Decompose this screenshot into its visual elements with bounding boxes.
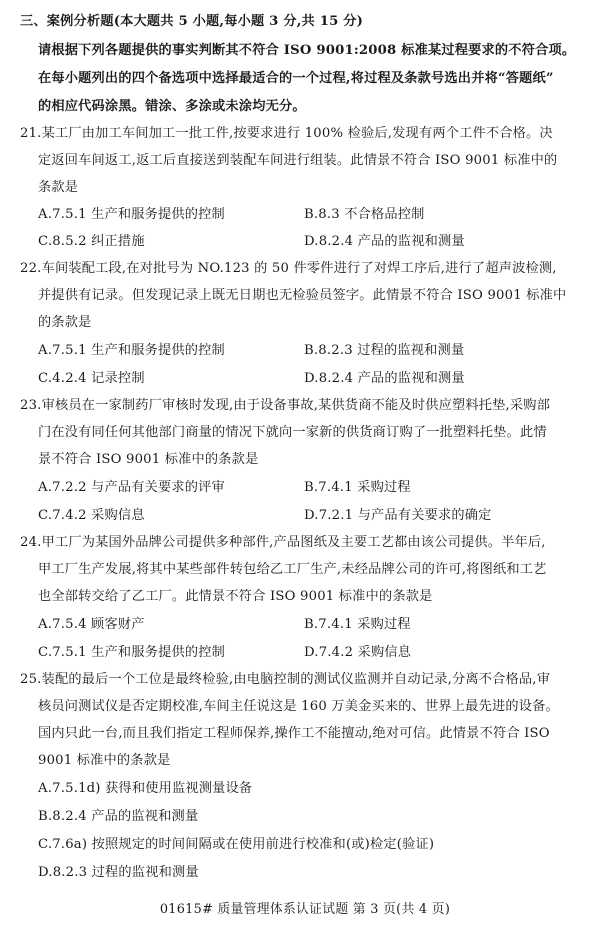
question-23-option-a: A.7.2.2 与产品有关要求的评审 <box>38 480 225 495</box>
question-22-option-d: D.8.2.4 产品的监视和测量 <box>304 371 465 386</box>
question-25-stem: 9001 标准中的条款是 <box>38 753 171 768</box>
question-24-stem: 甲工厂生产发展,将其中某些部件转包给乙工厂生产,未经品牌公司的许可,将图纸和工艺 <box>38 562 547 577</box>
question-24-option-d: D.7.4.2 采购信息 <box>304 645 412 660</box>
question-25-option-c: C.7.6a) 按照规定的时间间隔或在使用前进行校准和(或)检定(验证) <box>38 837 435 852</box>
question-22-option-c: C.4.2.4 记录控制 <box>38 371 145 386</box>
question-23-option-c: C.7.4.2 采购信息 <box>38 508 145 523</box>
question-24-stem: 24.甲工厂为某国外品牌公司提供多种部件,产品图纸及主要工艺都由该公司提供。半年后, <box>20 535 546 550</box>
question-21-stem: 21.某工厂由加工车间加工一批工件,按要求进行 100% 检验后,发现有两个工件不合格。决 <box>20 126 553 141</box>
question-25-stem: 国内只此一台,而且我们指定工程师保养,操作工不能擅动,绝对可信。此情景不符合 ISO <box>38 726 550 741</box>
instruction-line: 在每小题列出的四个备选项中选择最适合的一个过程,将过程及条款号选出并将“答题纸” <box>38 71 554 86</box>
question-24-stem: 也全部转交给了乙工厂。此情景不符合 ISO 9001 标准中的条款是 <box>38 589 433 604</box>
question-24-option-b: B.7.4.1 采购过程 <box>304 617 411 632</box>
question-24-option-c: C.7.5.1 生产和服务提供的控制 <box>38 645 226 660</box>
question-23-option-b: B.7.4.1 采购过程 <box>304 480 411 495</box>
question-25-stem: 25.装配的最后一个工位是最终检验,由电脑控制的测试仪监测并自动记录,分离不合格品,审 <box>20 672 551 687</box>
question-21-option-c: C.8.5.2 纠正措施 <box>38 234 145 249</box>
question-23-option-d: D.7.2.1 与产品有关要求的确定 <box>304 508 492 523</box>
question-22-stem: 并提供有记录。但发现记录上既无日期也无检验员签字。此情景不符合 ISO 9001 标准中 <box>38 288 567 303</box>
section-heading: 三、案例分析题(本大题共 5 小题,每小题 3 分,共 15 分) <box>20 14 364 29</box>
page-footer: 01615# 质量管理体系认证试题 第 3 页(共 4 页) <box>159 902 451 917</box>
question-23-stem: 门在没有同任何其他部门商量的情况下就向一家新的供货商订购了一批塑料托垫。此情 <box>38 425 547 440</box>
question-25-option-b: B.8.2.4 产品的监视和测量 <box>38 809 199 824</box>
question-21-stem: 条款是 <box>38 180 79 195</box>
question-22-option-a: A.7.5.1 生产和服务提供的控制 <box>38 343 225 358</box>
instruction-line: 的相应代码涂黑。错涂、多涂或未涂均无分。 <box>38 99 306 114</box>
question-21-option-a: A.7.5.1 生产和服务提供的控制 <box>38 207 225 222</box>
question-22-stem: 的条款是 <box>38 315 92 330</box>
question-22-stem: 22.车间装配工段,在对批号为 NO.123 的 50 件零件进行了对焊工序后,进行了超声波检测, <box>20 261 557 276</box>
question-25-option-d: D.8.2.3 过程的监视和测量 <box>38 865 199 880</box>
question-25-option-a: A.7.5.1d) 获得和使用监视测量设备 <box>38 781 253 796</box>
question-23-stem: 景不符合 ISO 9001 标准中的条款是 <box>38 452 259 467</box>
question-24-option-a: A.7.5.4 顾客财产 <box>38 617 145 632</box>
question-22-option-b: B.8.2.3 过程的监视和测量 <box>304 343 465 358</box>
question-25-stem: 核员问测试仪是否定期校准,车间主任说这是 160 万美金买来的、世界上最先进的设备。 <box>38 699 559 714</box>
question-21-stem: 定返回车间返工,返工后直接送到装配车间进行组装。此情景不符合 ISO 9001 标准中的 <box>38 153 558 168</box>
question-21-option-d: D.8.2.4 产品的监视和测量 <box>304 234 465 249</box>
instruction-line: 请根据下列各题提供的事实判断其不符合 ISO 9001:2008 标准某过程要求的不符合项。 <box>38 43 576 58</box>
question-21-option-b: B.8.3 不合格品控制 <box>304 207 425 222</box>
question-23-stem: 23.审核员在一家制药厂审核时发现,由于设备事故,某供货商不能及时供应塑料托垫,采购部 <box>20 398 551 413</box>
